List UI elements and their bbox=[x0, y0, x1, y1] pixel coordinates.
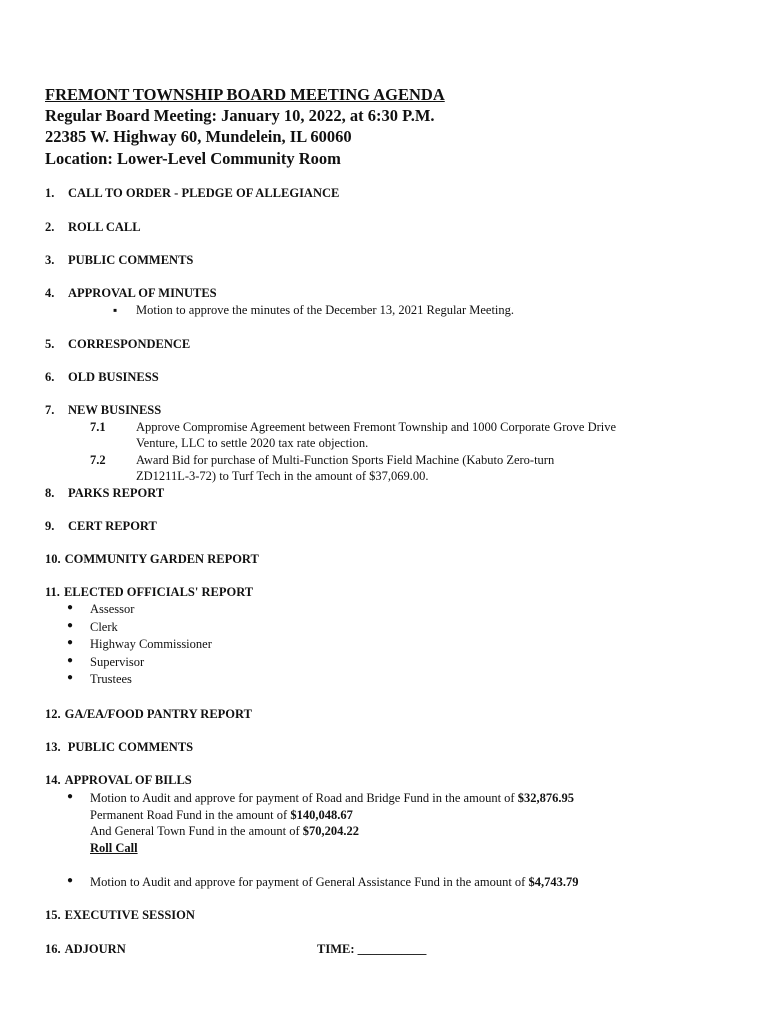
agenda-item-15 bbox=[45, 908, 195, 923]
item-number: 16. bbox=[45, 942, 61, 956]
item-number: 15. bbox=[45, 908, 61, 922]
item-number: 11. bbox=[45, 585, 60, 599]
official-highway-commissioner: Highway Commissioner bbox=[90, 637, 212, 651]
item-number: 4. bbox=[45, 286, 55, 300]
roll-call-label: Roll Call bbox=[90, 841, 138, 855]
item-number: 7. bbox=[45, 403, 55, 417]
item-label: ELECTED OFFICIALS' REPORT bbox=[63, 585, 254, 599]
agenda-item-14 bbox=[45, 773, 192, 788]
agenda-item-16 bbox=[45, 942, 126, 957]
round-bullet-icon: ● bbox=[67, 637, 74, 648]
motion-text: And General Town Fund in the amount of bbox=[90, 824, 303, 838]
agenda-item-7 bbox=[45, 403, 161, 418]
item-number: 6. bbox=[45, 370, 55, 384]
agenda-item-1 bbox=[45, 186, 339, 201]
official-clerk: Clerk bbox=[90, 620, 118, 634]
subitem-7-1-line-1: Approve Compromise Agreement between Fremont Township and 1000 Corporate Grove Drive bbox=[136, 420, 617, 434]
subitem-7-2-line-2: ZD1211L-3-72) to Turf Tech in the amount of $37,069.00. bbox=[136, 469, 429, 483]
item-number: 5. bbox=[45, 337, 55, 351]
item-number: 9. bbox=[45, 519, 55, 533]
agenda-item-8 bbox=[45, 486, 164, 501]
bills-motion-line-3 bbox=[90, 824, 359, 839]
road-bridge-amount: $32,876.95 bbox=[517, 791, 574, 805]
minutes-motion: Motion to approve the minutes of the December 13, 2021 Regular Meeting. bbox=[136, 303, 515, 317]
item-label: GA/EA/FOOD PANTRY REPORT bbox=[64, 707, 252, 721]
agenda-item-12 bbox=[45, 707, 252, 722]
official-supervisor: Supervisor bbox=[90, 655, 145, 669]
item-label: PARKS REPORT bbox=[68, 486, 165, 500]
agenda-item-11 bbox=[45, 585, 253, 600]
item-label: CORRESPONDENCE bbox=[68, 337, 191, 351]
agenda-item-13 bbox=[45, 740, 193, 755]
meeting-address: 22385 W. Highway 60, Mundelein, IL 60060 bbox=[45, 127, 352, 146]
round-bullet-icon: ● bbox=[67, 875, 74, 886]
general-town-amount: $70,204.22 bbox=[302, 824, 360, 838]
agenda-item-10 bbox=[45, 552, 259, 567]
item-label: PUBLIC COMMENTS bbox=[68, 253, 194, 267]
item-number: 2. bbox=[45, 220, 55, 234]
round-bullet-icon: ● bbox=[67, 672, 74, 683]
agenda-item-3 bbox=[45, 253, 193, 268]
bills-motion-line-1 bbox=[90, 791, 574, 806]
subitem-7-2-line-1: Award Bid for purchase of Multi-Function Sports Field Machine (Kabuto Zero-turn bbox=[136, 453, 555, 467]
item-label: APPROVAL OF BILLS bbox=[64, 773, 192, 787]
item-label: ROLL CALL bbox=[68, 220, 141, 234]
subitem-number: 7.1 bbox=[90, 420, 106, 434]
meeting-datetime: Regular Board Meeting: January 10, 2022, at 6:30 P.M. bbox=[45, 106, 435, 125]
subitem-7-1-line-2: Venture, LLC to settle 2020 tax rate objection. bbox=[136, 436, 369, 450]
agenda-item-9 bbox=[45, 519, 157, 534]
item-label: COMMUNITY GARDEN REPORT bbox=[64, 552, 259, 566]
item-number: 8. bbox=[45, 486, 55, 500]
item-number: 14. bbox=[45, 773, 61, 787]
official-trustees: Trustees bbox=[90, 672, 132, 686]
motion-text: Permanent Road Fund in the amount of bbox=[90, 808, 291, 822]
round-bullet-icon: ● bbox=[67, 655, 74, 666]
item-label: CALL TO ORDER - PLEDGE OF ALLEGIANCE bbox=[68, 186, 340, 200]
motion-text: Motion to Audit and approve for payment of General Assistance Fund in the amount of bbox=[90, 875, 529, 889]
bills-motion-line-2 bbox=[90, 808, 353, 823]
general-assistance-amount: $4,743.79 bbox=[528, 875, 579, 889]
round-bullet-icon: ● bbox=[67, 791, 74, 802]
agenda-item-2 bbox=[45, 220, 141, 235]
meeting-location: Location: Lower-Level Community Room bbox=[45, 149, 341, 168]
item-number: 13. bbox=[45, 740, 61, 754]
item-label: CERT REPORT bbox=[68, 519, 157, 533]
item-label: APPROVAL OF MINUTES bbox=[68, 286, 217, 300]
adjourn-time-field: TIME: ___________ bbox=[317, 942, 427, 956]
agenda-item-6 bbox=[45, 370, 159, 385]
permanent-road-amount: $140,048.67 bbox=[290, 808, 353, 822]
item-number: 3. bbox=[45, 253, 55, 267]
item-number: 10. bbox=[45, 552, 61, 566]
item-label: PUBLIC COMMENTS bbox=[64, 740, 194, 754]
agenda-item-5 bbox=[45, 337, 190, 352]
item-label: OLD BUSINESS bbox=[68, 370, 159, 384]
round-bullet-icon: ● bbox=[67, 602, 74, 613]
agenda-item-4 bbox=[45, 286, 217, 301]
official-assessor: Assessor bbox=[90, 602, 135, 616]
subitem-number: 7.2 bbox=[90, 453, 106, 467]
round-bullet-icon: ● bbox=[67, 620, 74, 631]
motion-text: Motion to Audit and approve for payment of Road and Bridge Fund in the amount of bbox=[90, 791, 518, 805]
agenda-title: FREMONT TOWNSHIP BOARD MEETING AGENDA bbox=[45, 85, 445, 104]
item-label: NEW BUSINESS bbox=[68, 403, 162, 417]
item-label: EXECUTIVE SESSION bbox=[64, 908, 195, 922]
item-number: 1. bbox=[45, 186, 55, 200]
square-bullet-icon: ▪ bbox=[113, 303, 118, 317]
item-label: ADJOURN bbox=[64, 942, 126, 956]
general-assistance-motion bbox=[90, 875, 578, 890]
item-number: 12. bbox=[45, 707, 61, 721]
